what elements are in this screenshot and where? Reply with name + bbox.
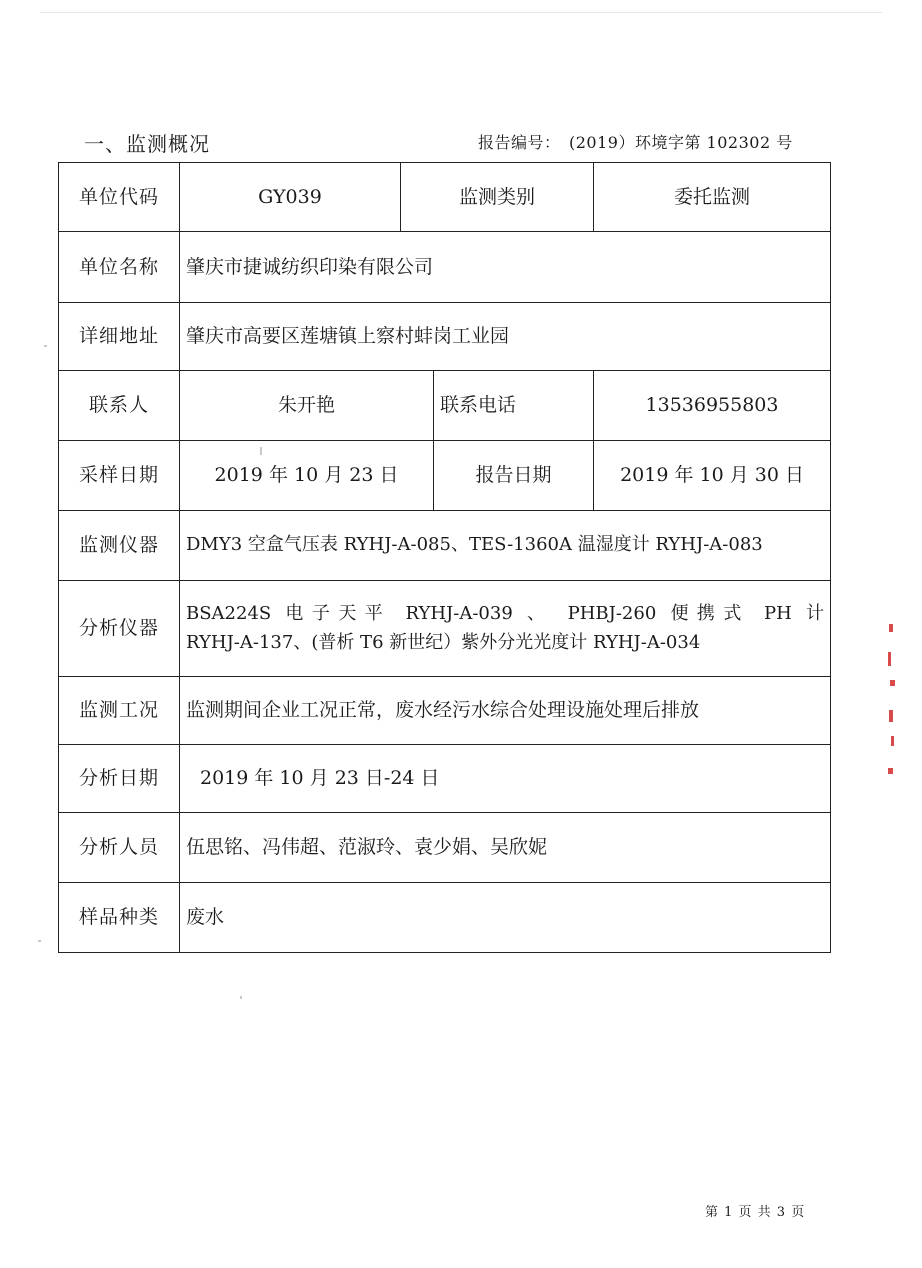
analysts-label: 分析人员 xyxy=(59,813,180,883)
table-row xyxy=(59,163,831,232)
seal-fragment xyxy=(888,768,893,774)
table-row xyxy=(59,813,831,883)
contact-label: 联系人 xyxy=(59,371,180,441)
table-row xyxy=(59,677,831,745)
table-row xyxy=(59,303,831,371)
unit-code-label: 单位代码 xyxy=(59,163,180,232)
phone-value: 13536955803 xyxy=(594,371,831,441)
seal-fragment xyxy=(891,736,894,746)
table-row xyxy=(59,883,831,953)
seal-fragment xyxy=(890,680,895,686)
scan-speck xyxy=(240,996,242,999)
address-value: 肇庆市高要区莲塘镇上察村蚌岗工业园 xyxy=(180,303,831,371)
table-row xyxy=(59,745,831,813)
report-number: 报告编号： (2019）环境字第 102302 号 xyxy=(478,133,793,152)
sampling-date-value: 2019 年 10 月 23 日 xyxy=(180,441,434,511)
report-date-value: 2019 年 10 月 30 日 xyxy=(594,441,831,511)
work-condition-value: 监测期间企业工况正常，废水经污水综合处理设施处理后排放 xyxy=(180,677,831,745)
scan-top-edge xyxy=(40,12,882,13)
work-condition-label: 监测工况 xyxy=(59,677,180,745)
sample-type-label: 样品种类 xyxy=(59,883,180,953)
table-row xyxy=(59,371,831,441)
monitor-type-label: 监测类别 xyxy=(401,163,594,232)
sample-type-value: 废水 xyxy=(180,883,831,953)
address-label: 详细地址 xyxy=(59,303,180,371)
page-number: 第 1 页 共 3 页 xyxy=(705,1205,806,1220)
seal-fragment xyxy=(889,624,893,632)
section-title: 一、监测概况 xyxy=(84,132,210,156)
analysis-date-value: 2019 年 10 月 23 日-24 日 xyxy=(180,745,831,813)
monitor-instrument-label: 监测仪器 xyxy=(59,511,180,581)
table-row xyxy=(59,232,831,303)
seal-fragment xyxy=(888,652,891,666)
scan-speck xyxy=(38,940,41,942)
table-row xyxy=(59,581,831,677)
report-date-label: 报告日期 xyxy=(434,441,594,511)
contact-value: 朱开艳 xyxy=(180,371,434,441)
phone-label: 联系电话 xyxy=(434,371,594,441)
sampling-date-label: 采样日期 xyxy=(59,441,180,511)
scan-speck xyxy=(260,447,262,455)
table-row xyxy=(59,511,831,581)
unit-name-value: 肇庆市捷诚纺织印染有限公司 xyxy=(180,232,831,303)
analysis-instrument-line-2: RYHJ-A-137、(普析 T6 新世纪）紫外分光光度计 RYHJ-A-034 xyxy=(186,631,701,653)
analysis-instrument-line-1: BSA224S 电子天平 RYHJ-A-039 、 PHBJ-260 便携式 PH 计 xyxy=(186,602,825,624)
analysis-date-label: 分析日期 xyxy=(59,745,180,813)
unit-code-value: GY039 xyxy=(180,163,401,232)
monitor-instrument-value: DMY3 空盒气压表 RYHJ-A-085、TES-1360A 温湿度计 RYHJ-A-083 xyxy=(180,511,831,581)
analysis-instrument-value xyxy=(180,581,831,677)
analysis-instrument-label: 分析仪器 xyxy=(59,581,180,677)
table-row xyxy=(59,441,831,511)
monitoring-overview-table xyxy=(58,162,831,953)
analysts-value: 伍思铭、冯伟超、范淑玲、袁少娟、吴欣妮 xyxy=(180,813,831,883)
scan-speck xyxy=(44,345,47,347)
unit-name-label: 单位名称 xyxy=(59,232,180,303)
seal-fragment xyxy=(889,710,893,722)
monitor-type-value: 委托监测 xyxy=(594,163,831,232)
